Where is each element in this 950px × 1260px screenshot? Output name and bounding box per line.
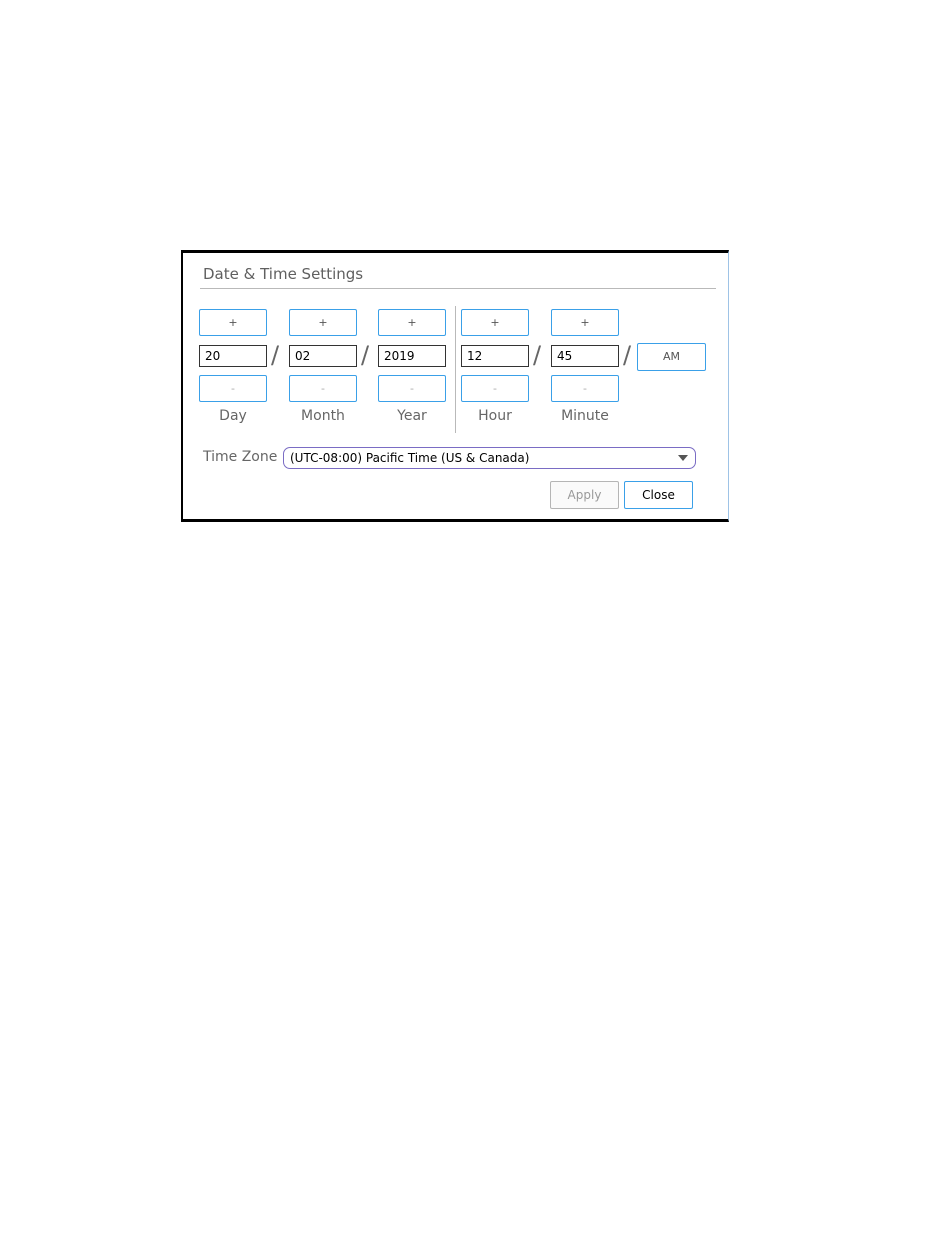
date-separator: /: [271, 341, 280, 369]
year-label: Year: [397, 408, 427, 424]
month-decrement-button[interactable]: -: [289, 375, 357, 402]
dialog-title: Date & Time Settings: [203, 265, 364, 283]
date-separator: /: [361, 341, 370, 369]
minute-increment-button[interactable]: +: [551, 309, 619, 336]
month-increment-button[interactable]: +: [289, 309, 357, 336]
time-separator: /: [623, 341, 632, 369]
dropdown-arrow-icon[interactable]: [678, 455, 688, 461]
year-increment-button[interactable]: +: [378, 309, 446, 336]
date-time-divider: [455, 306, 456, 433]
day-label: Day: [219, 408, 247, 424]
close-button[interactable]: Close: [624, 481, 693, 509]
day-increment-button[interactable]: +: [199, 309, 267, 336]
hour-input[interactable]: 12: [461, 345, 529, 367]
year-decrement-button[interactable]: -: [378, 375, 446, 402]
time-separator: /: [533, 341, 542, 369]
minute-input[interactable]: 45: [551, 345, 619, 367]
day-input[interactable]: 20: [199, 345, 267, 367]
title-divider: [200, 288, 716, 289]
month-label: Month: [301, 408, 345, 424]
time-zone-select[interactable]: [283, 447, 696, 469]
month-input[interactable]: 02: [289, 345, 357, 367]
hour-decrement-button[interactable]: -: [461, 375, 529, 402]
day-decrement-button[interactable]: -: [199, 375, 267, 402]
minute-decrement-button[interactable]: -: [551, 375, 619, 402]
hour-increment-button[interactable]: +: [461, 309, 529, 336]
year-input[interactable]: 2019: [378, 345, 446, 367]
am-pm-toggle-button[interactable]: AM: [637, 343, 706, 371]
apply-button[interactable]: Apply: [550, 481, 619, 509]
time-zone-label: Time Zone: [203, 449, 278, 465]
hour-label: Hour: [478, 408, 512, 424]
time-zone-value: (UTC-08:00) Pacific Time (US & Canada): [290, 451, 530, 465]
date-time-dialog: [181, 250, 729, 522]
minute-label: Minute: [561, 408, 609, 424]
